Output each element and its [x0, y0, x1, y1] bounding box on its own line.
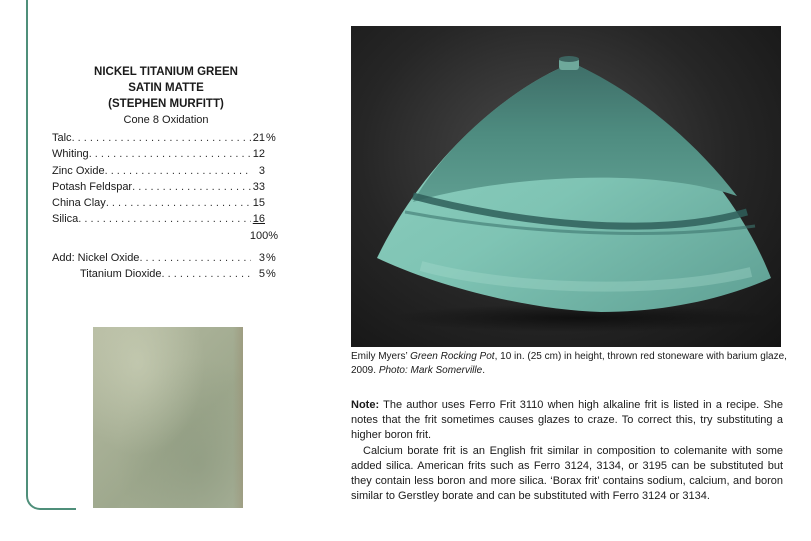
ingredient-unit: % [266, 132, 276, 144]
leader-dots [106, 195, 251, 211]
pot-photo [351, 26, 781, 347]
recipe-title-3: (STEPHEN MURFITT) [108, 98, 224, 110]
ingredient-row [52, 146, 280, 162]
recipe-title-1: NICKEL TITANIUM GREEN [94, 66, 238, 78]
total-unit: % [268, 229, 278, 242]
caption-end: . [482, 365, 485, 376]
caption-body: , 10 in. (25 cm) in height, thrown red stoneware with barium glaze, 2009. [351, 351, 787, 376]
ingredient-value: 16 [252, 213, 265, 226]
ingredient-name: Talc [52, 132, 72, 144]
caption-title: Green Rocking Pot [410, 351, 495, 362]
glaze-test-tile-image [93, 327, 243, 508]
leader-dots [89, 146, 251, 162]
ingredient-value: 3 [258, 164, 265, 177]
leader-dots [162, 266, 251, 282]
ingredient-row [52, 211, 280, 227]
ingredient-row [52, 195, 280, 211]
addition-name: Titanium Dioxide [80, 268, 162, 281]
addition-unit: % [266, 251, 276, 264]
addition-row [52, 266, 280, 282]
ingredient-value: 21 [252, 132, 265, 144]
leader-dots [139, 250, 251, 266]
addition-value: 3 [258, 251, 265, 264]
addition-name: Add: Nickel Oxide [52, 251, 140, 264]
caption-prefix: Emily Myers’ [351, 351, 411, 362]
note-text-1: The author uses Ferro Frit 3110 when high alkaline frit is listed in a recipe. She notes that the frit sometimes causes glazes to craze. To correct this, try substituting a higher boron frit. [351, 399, 783, 442]
leader-dots [105, 163, 251, 179]
ingredient-name: Silica [52, 213, 79, 226]
photo-caption [351, 350, 791, 378]
recipe-cone: Cone 8 Oxidation [123, 114, 209, 126]
addition-row [52, 250, 280, 266]
ingredient-name: Whiting [52, 148, 89, 161]
total-value: 100 [249, 229, 269, 242]
recipe-total [52, 228, 280, 244]
ingredient-row [52, 130, 280, 146]
addition-value: 5 [258, 268, 265, 281]
ingredient-row [52, 179, 280, 195]
leader-dots [132, 179, 251, 195]
note-paragraph-2: Calcium borate frit is an English frit similar in composition to colemanite with some added silica. American frits such as Ferro 3124, 3134, or 3195 can be substituted but they contain less boron and more silica. ‘Borax frit’ contains sodium, calcium, and boron similar to Gerstley borate and can be substituted with Ferro 3124 or 3134. [351, 444, 783, 503]
ingredient-value: 15 [252, 197, 265, 210]
caption-credit: Photo: Mark Somerville [378, 365, 483, 376]
leader-dots [78, 211, 251, 227]
ingredient-name: Zinc Oxide [52, 164, 105, 177]
ingredient-name: Potash Feldspar [52, 180, 133, 193]
leader-dots [72, 130, 251, 146]
addition-unit: % [266, 268, 276, 281]
note-label: Note: [351, 399, 380, 411]
ingredient-name: China Clay [52, 197, 106, 210]
ingredient-value: 12 [252, 148, 265, 161]
rocking-pot-illustration [351, 26, 781, 347]
glaze-recipe [52, 64, 280, 282]
recipe-title-2: SATIN MATTE [128, 82, 204, 94]
note-paragraph-1 [351, 398, 783, 444]
note-section [351, 398, 783, 504]
ingredient-value: 33 [252, 180, 265, 193]
ingredient-row [52, 163, 280, 179]
